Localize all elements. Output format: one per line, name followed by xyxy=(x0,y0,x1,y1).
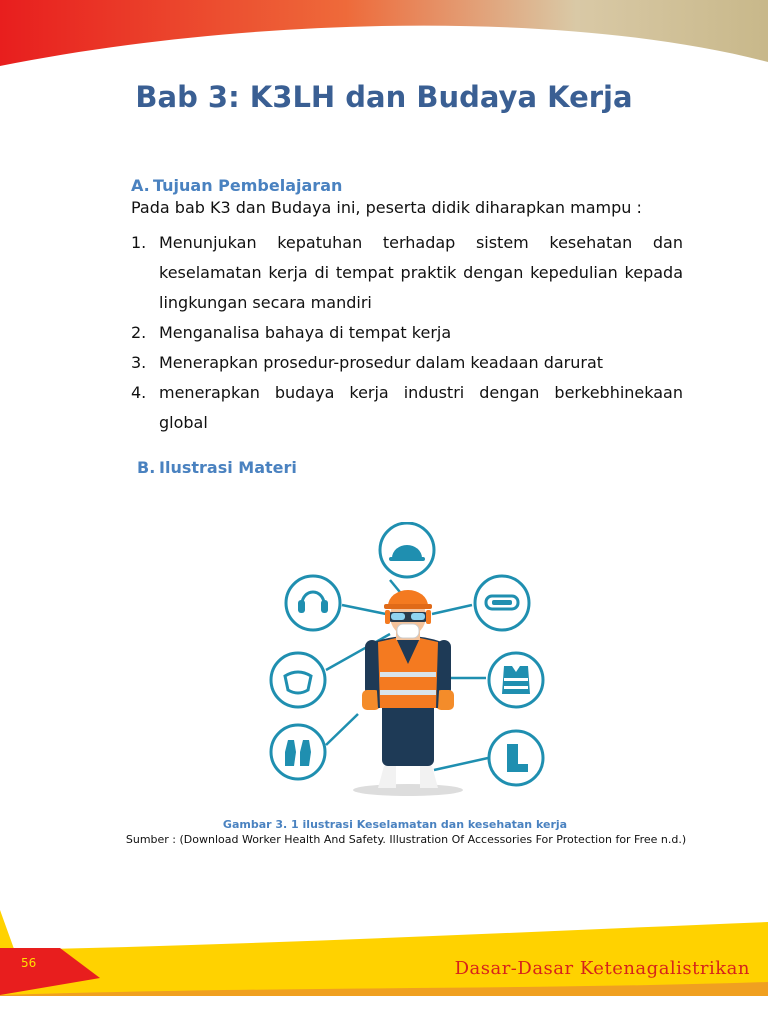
safety-illustration xyxy=(262,522,552,802)
objectives-list xyxy=(131,228,683,438)
section-a-letter: A. xyxy=(131,176,150,195)
objective-number: 4. xyxy=(131,383,147,402)
figure-caption: Gambar 3. 1 ilustrasi Keselamatan dan kesehatan kerja xyxy=(222,818,568,831)
objective-item xyxy=(131,318,683,348)
gloves-icon xyxy=(271,725,325,779)
ear-muffs-icon xyxy=(286,576,340,630)
objective-text: menerapkan budaya kerja industri dengan berkebhinekaan global xyxy=(159,383,683,432)
objective-number: 2. xyxy=(131,323,147,342)
section-a-heading xyxy=(131,176,342,195)
objective-number: 3. xyxy=(131,353,147,372)
face-mask-icon xyxy=(271,653,325,707)
section-a-title: Tujuan Pembelajaran xyxy=(153,176,343,195)
header-banner xyxy=(0,0,768,80)
chapter-title: Bab 3: K3LH dan Budaya Kerja xyxy=(135,80,633,114)
objective-item xyxy=(131,228,683,318)
objective-text: Menganalisa bahaya di tempat kerja xyxy=(159,323,452,342)
footer-banner xyxy=(0,890,768,1024)
figure-source: Sumber : (Download Worker Health And Safety. Illustration Of Accessories For Protection for Free n.d.) xyxy=(125,833,687,846)
objective-text: Menerapkan prosedur-prosedur dalam keadaan darurat xyxy=(159,353,604,372)
page-number: 56 xyxy=(21,956,37,970)
objective-item xyxy=(131,378,683,438)
section-b-heading xyxy=(137,458,297,477)
objective-number: 1. xyxy=(131,233,147,252)
objective-text: Menunjukan kepatuhan terhadap sistem kesehatan dan keselamatan kerja di tempat praktik dengan kepedulian kepada lingkungan secara mandiri xyxy=(159,233,683,312)
book-title: Dasar-Dasar Ketenagalistrikan xyxy=(454,958,750,979)
objective-item xyxy=(131,348,683,378)
section-b-letter: B. xyxy=(137,458,156,477)
section-a-intro: Pada bab K3 dan Budaya ini, peserta didik diharapkan mampu : xyxy=(131,198,642,217)
worker-figure xyxy=(353,590,463,796)
section-b-title: Ilustrasi Materi xyxy=(159,458,297,477)
